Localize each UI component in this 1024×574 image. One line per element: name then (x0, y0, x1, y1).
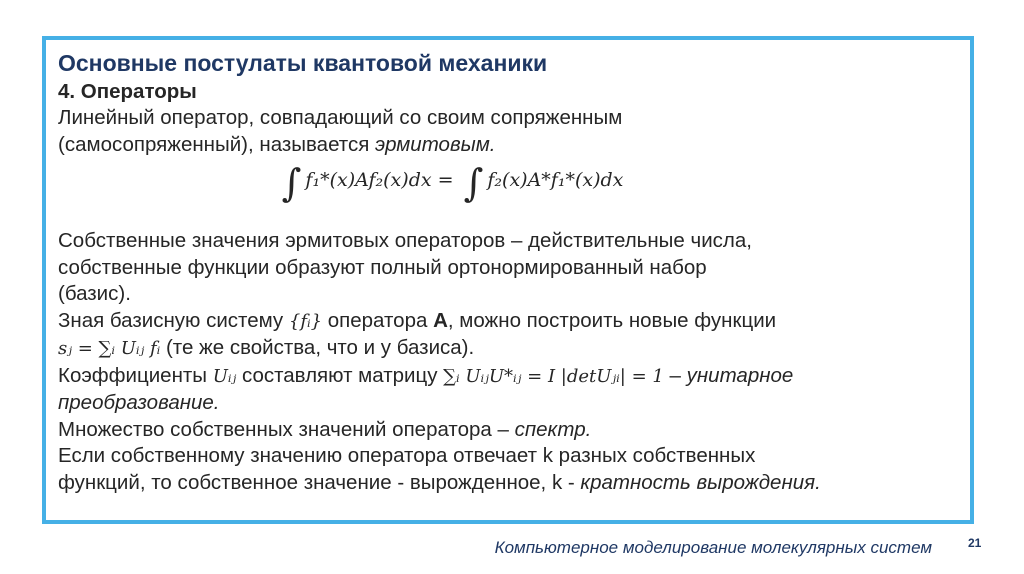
paragraph-text: оператора (322, 308, 434, 332)
term-unitary: унитарное (686, 363, 794, 387)
paragraph-text: составляют матрицу (236, 363, 444, 387)
term-spectrum: спектр. (514, 417, 592, 441)
paragraph-line: Если собственному значению оператора отвечает k разных собственных (58, 444, 756, 467)
paragraph-line (58, 335, 963, 363)
paragraph-text: функций, то собственное значение - вырожденное, k - (58, 470, 581, 494)
paragraph-line (58, 470, 963, 497)
footer-course-title: Компьютерное моделирование молекулярных систем (494, 538, 932, 557)
math-unitary-condition: ∑ᵢ UᵢⱼU*ᵢⱼ = I |detUⱼᵢ| = 1 (443, 365, 664, 387)
paragraph-line: Собственные значения эрмитовых операторов – действительные числа, (58, 229, 752, 252)
paragraph-text: , можно построить новые функции (447, 308, 777, 332)
page-number: 21 (968, 536, 982, 550)
term-hermitian: эрмитовым. (375, 132, 496, 156)
paragraph-text: (самосопряженный), называется (58, 132, 375, 156)
formula-left: f₁*(x)Af₂(x)dx = (305, 169, 454, 191)
paragraph-line (58, 417, 963, 444)
paragraph-line (58, 363, 963, 391)
paragraph-text: Зная базисную систему (58, 308, 289, 332)
section-heading: 4. Операторы (58, 80, 197, 103)
hermitian-formula (0, 160, 903, 218)
paragraph-text: Коэффициенты (58, 363, 213, 387)
paragraph-text: (те же свойства, что и у базиса). (160, 336, 475, 359)
operator-symbol: A (433, 308, 448, 332)
math-coefficients: Uᵢⱼ (212, 365, 237, 387)
paragraph-text: Множество собственных значений оператора – (58, 417, 515, 441)
slide-content (58, 48, 963, 496)
integral-sign: ∫ (463, 161, 484, 205)
paragraph-text: – (663, 363, 687, 387)
paragraph-line (58, 308, 963, 336)
paragraph-line: Линейный оператор, совпадающий со своим сопряженным (58, 106, 623, 129)
paragraph-line: собственные функции образуют полный ортонормированный набор (58, 255, 707, 279)
term-degeneracy: кратность вырождения. (580, 470, 821, 494)
term-transformation: преобразование. (58, 391, 220, 414)
paragraph-line: (базис). (58, 282, 131, 305)
formula-right: f₂(x)A*f₁*(x)dx (487, 169, 624, 191)
paragraph-line (58, 132, 963, 159)
math-new-functions: sⱼ = ∑ᵢ Uᵢⱼ fᵢ (58, 338, 161, 359)
slide-title: Основные постулаты квантовой механики (58, 50, 548, 76)
integral-sign: ∫ (281, 161, 302, 205)
math-basis: {fᵢ} (288, 310, 323, 332)
